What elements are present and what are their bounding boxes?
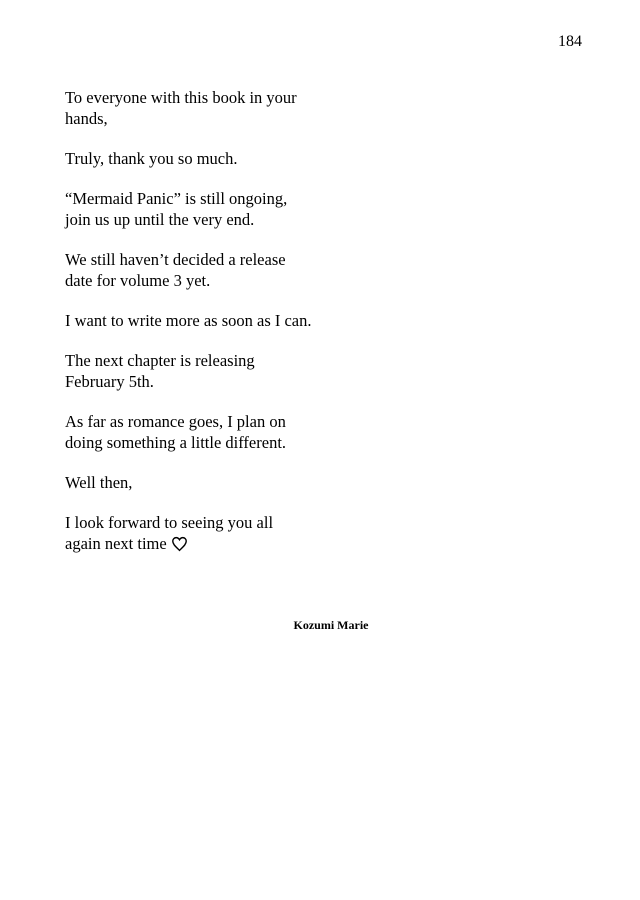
paragraph-romance <box>65 411 365 453</box>
paragraph-ongoing <box>65 188 365 230</box>
text-line: February 5th. <box>65 372 154 391</box>
text-line: I look forward to seeing you all <box>65 513 274 532</box>
text-line: As far as romance goes, I plan on <box>65 412 286 431</box>
paragraph-closing <box>65 512 365 554</box>
paragraph-greeting <box>65 87 365 129</box>
text-line: We still haven’t decided a release <box>65 250 286 269</box>
text-line: join us up until the very end. <box>65 210 255 229</box>
text-line: To everyone with this book in your <box>65 88 297 107</box>
page-number: 184 <box>558 33 582 50</box>
text-line: doing something a little different. <box>65 433 287 452</box>
text-line: hands, <box>65 109 108 128</box>
text-line: The next chapter is releasing <box>65 351 255 370</box>
paragraph-well-then <box>65 472 365 493</box>
text-line: Truly, thank you so much. <box>65 149 238 168</box>
text-line-with-heart <box>65 533 365 554</box>
text-line: I want to write more as soon as I can. <box>65 311 312 330</box>
text-line: “Mermaid Panic” is still ongoing, <box>65 189 288 208</box>
paragraph-thanks <box>65 148 365 169</box>
closing-text: again next time <box>65 534 167 553</box>
author-signature: Kozumi Marie <box>293 618 369 632</box>
paragraph-write-more <box>65 310 365 331</box>
afterword-text <box>65 87 365 573</box>
paragraph-release-date <box>65 249 365 291</box>
text-line: Well then, <box>65 473 133 492</box>
paragraph-next-chapter <box>65 350 365 392</box>
text-line: date for volume 3 yet. <box>65 271 211 290</box>
heart-outline-icon <box>171 536 188 552</box>
